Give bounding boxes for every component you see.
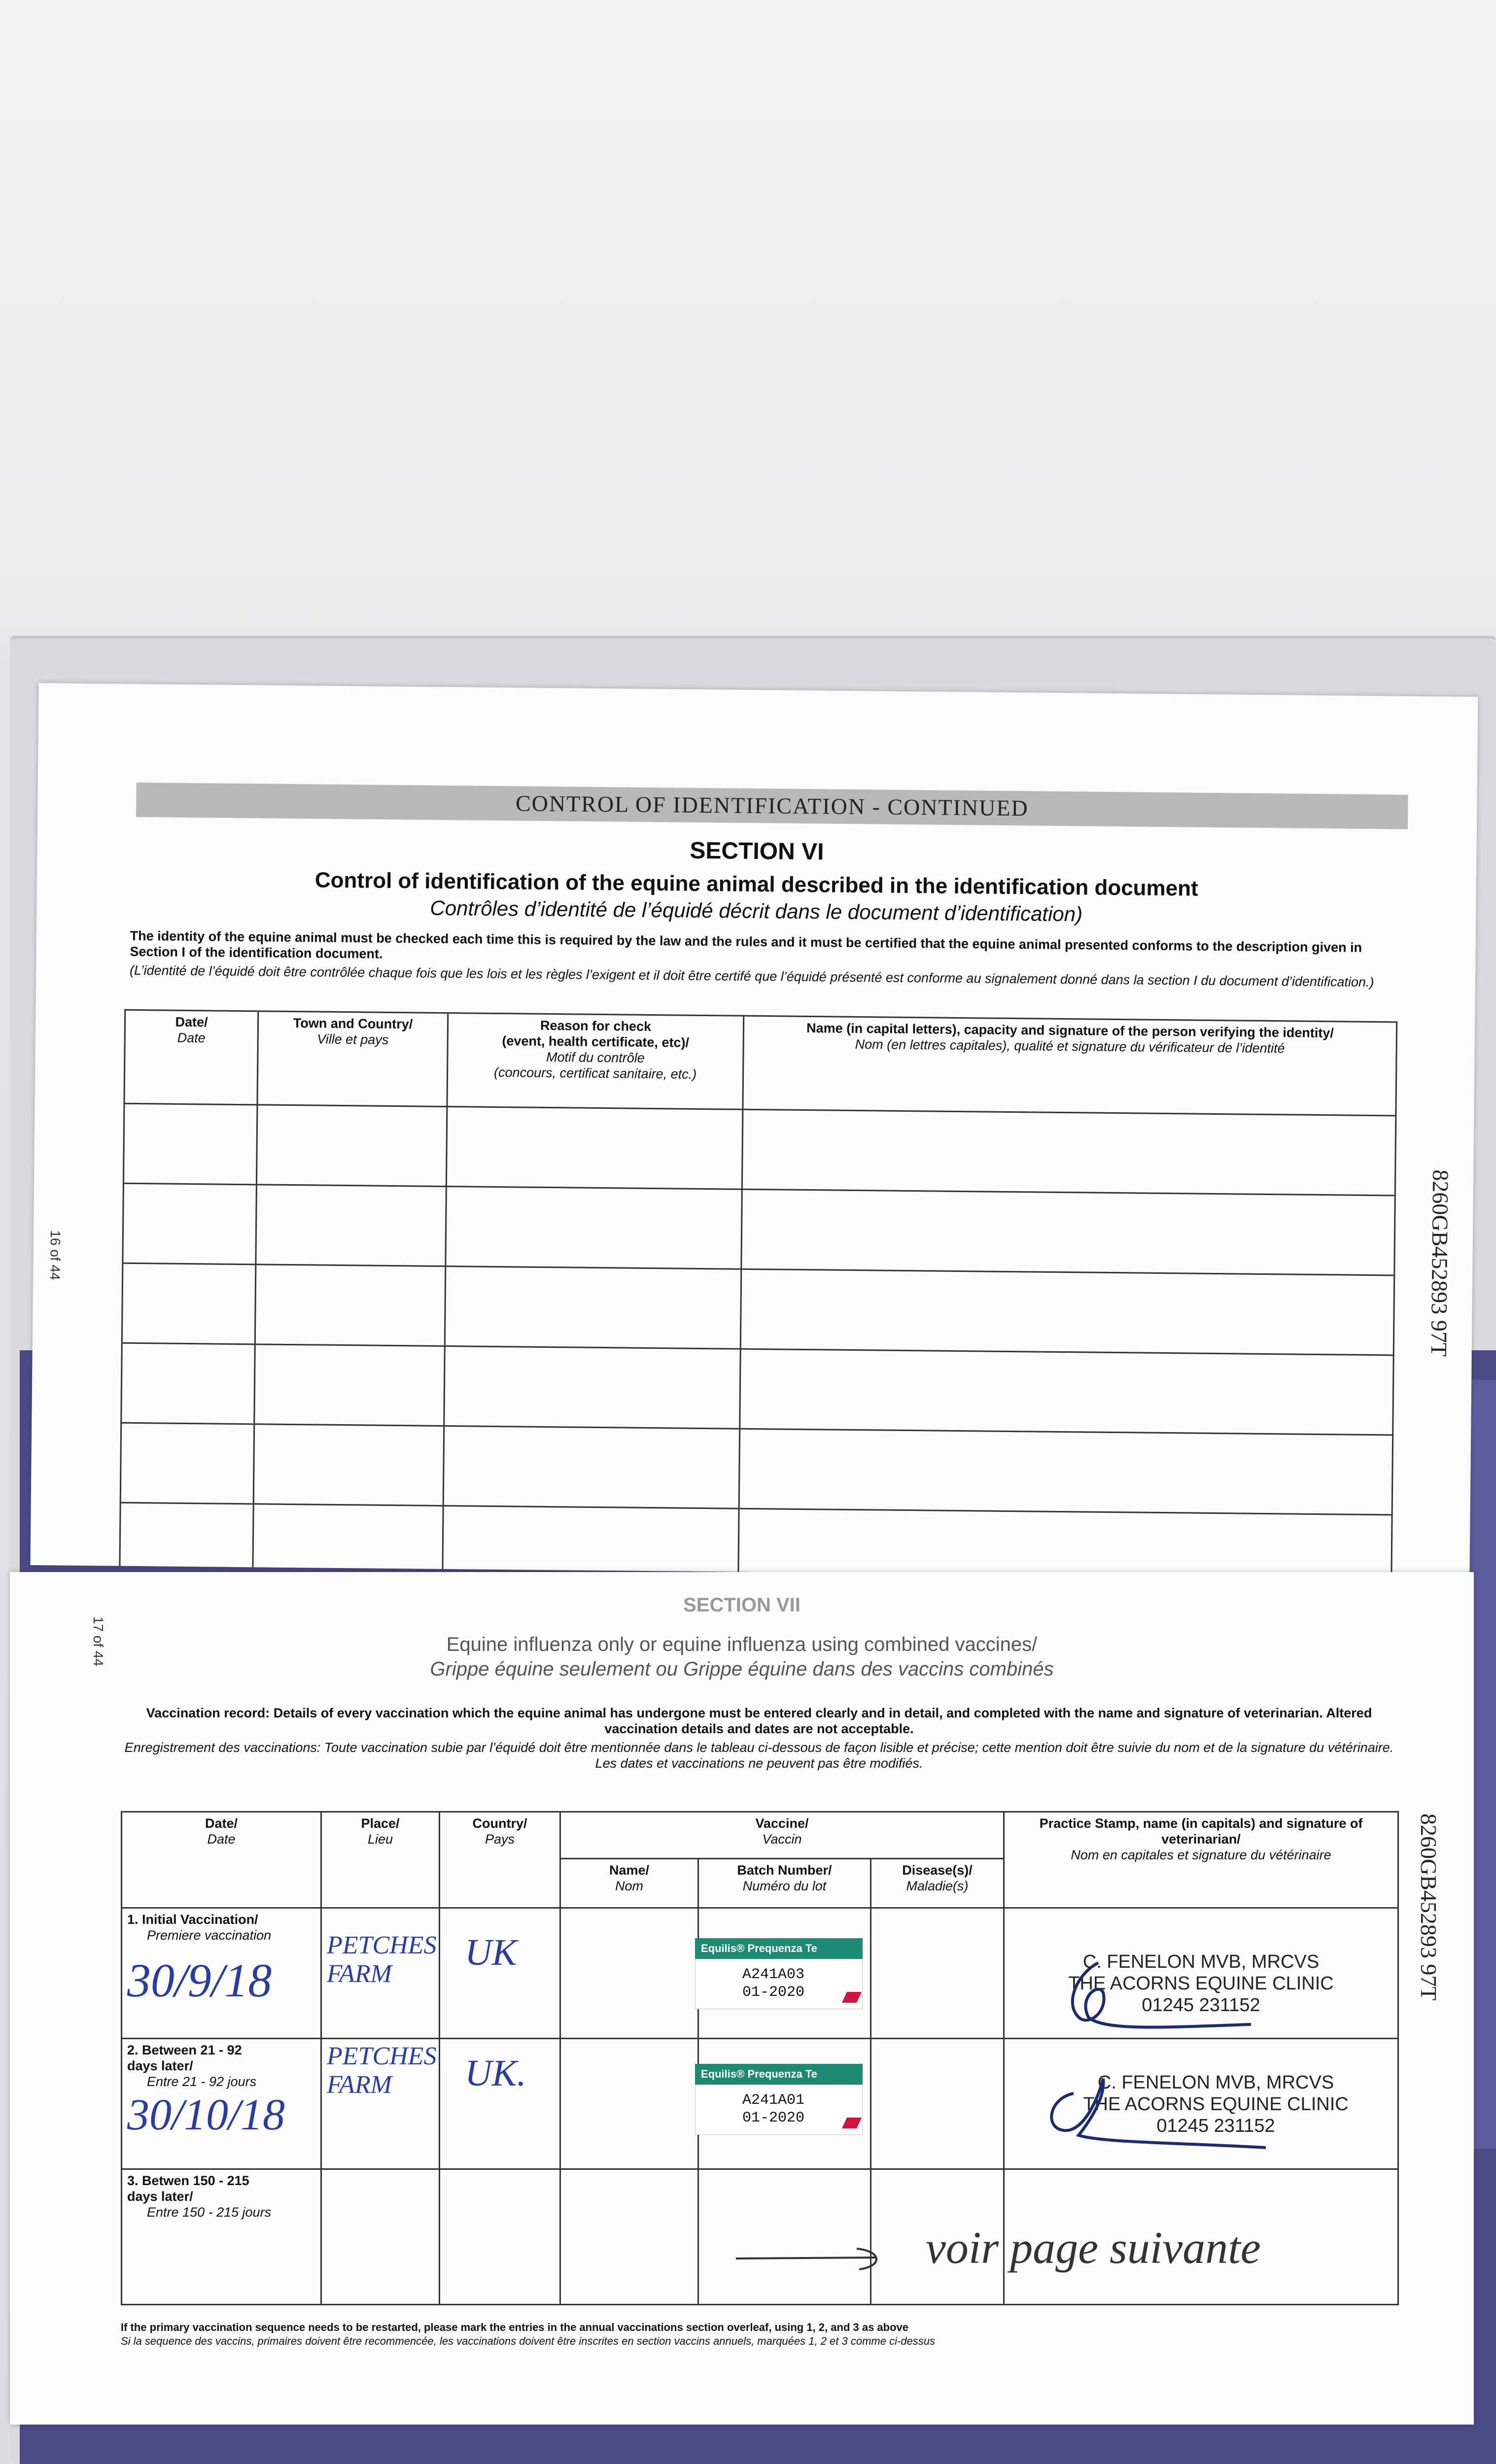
page-16	[30, 683, 1478, 1579]
handwritten-date: 30/10/18	[127, 2090, 285, 2139]
intro-en: The identity of the equine animal must be checked each time this is required by the law and the rules and it must be certified that the equine animal presented conforms to the description given in Section I of the identification document.	[130, 928, 1362, 961]
handwritten-country: UK.	[465, 2053, 526, 2094]
title-fr: Grippe équine seulement ou Grippe équine dans des vaccins combinés	[430, 1658, 1054, 1680]
table-row	[120, 1503, 1392, 1579]
table-row	[122, 2169, 1398, 2305]
table-row	[122, 1908, 1398, 2039]
vaccine-name-cell	[560, 1908, 698, 2039]
stamp-cell	[1004, 1908, 1398, 2039]
header-town: Town and Country/ Ville et pays	[257, 1011, 448, 1107]
label-corner-mark	[842, 1992, 862, 2003]
page-number: 16 of 44	[47, 1230, 64, 1280]
vaccination-table	[121, 1811, 1399, 2305]
arrow-icon	[733, 2244, 886, 2273]
stamp-clinic: THE ACORNS EQUINE CLINIC	[1083, 2094, 1349, 2115]
handwritten-country: UK	[465, 1932, 517, 1973]
handwritten-place: PETCHES FARM	[327, 2042, 437, 2099]
batch-expiry: 01-2020	[742, 1984, 805, 2001]
country-cell	[440, 1908, 560, 2039]
handwritten-note: voir page suivante	[926, 2223, 1261, 2273]
label-corner-mark	[842, 2118, 862, 2128]
batch-cell	[698, 1908, 871, 2039]
vaccine-brand: Equilis® Prequenza Te	[695, 2064, 863, 2085]
page-17	[10, 1572, 1474, 2425]
row-label-fr: Entre 21 - 92 jours	[147, 2074, 257, 2089]
title-fr: Contrôles d’identité de l’équidé décrit dans le document d’identification)	[430, 896, 1083, 926]
passport-number: 8260GB452893 97T	[1426, 1169, 1454, 1357]
vet-signature	[1029, 2069, 1276, 2157]
disease-cell	[871, 1908, 1004, 2039]
section-title: SECTION VI	[690, 837, 824, 865]
handwritten-place: PETCHES FARM	[327, 1931, 437, 1988]
header-reason: Reason for check (event, health certificate, etc)/ Motif du contrôle (concours, certificat sanitaire, etc.)	[447, 1013, 744, 1110]
vaccine-batch-label	[695, 2064, 863, 2135]
header-batch: Batch Number/ Numéro du lot	[698, 1859, 871, 1908]
header-disease: Disease(s)/ Maladie(s)	[871, 1859, 1004, 1908]
intro-en: Vaccination record: Details of every vaccination which the equine animal has undergone must be entered clearly and in detail, and completed with the name and signature of veterinarian. Altered vaccination details and dates are not acceptable.	[146, 1706, 1372, 1736]
footer-en: If the primary vaccination sequence needs to be restarted, please mark the entries in the annual vaccinations section overleaf, using 1, 2, and 3 as above	[121, 2321, 909, 2333]
handwritten-date: 30/9/18	[127, 1954, 272, 2007]
header-stamp: Practice Stamp, name (in capitals) and signature of veterinarian/ Nom en capitales et signature du vétérinaire	[1004, 1812, 1398, 1908]
disease-cell	[871, 2169, 1261, 2305]
identity-check-table	[119, 1009, 1397, 1579]
place-cell	[321, 2039, 440, 2169]
title-en: Equine influenza only or equine influenza using combined vaccines/	[446, 1634, 1038, 1655]
date-cell	[122, 2169, 321, 2305]
table-row	[121, 1343, 1393, 1435]
stamp-vet-name: C. FENELON MVB, MRCVS	[1097, 2072, 1334, 2093]
title-en: Control of identification of the equine animal described in the identification document	[314, 868, 1198, 901]
table-row	[120, 1423, 1392, 1515]
table-row	[122, 1263, 1394, 1355]
batch-cell	[698, 2039, 871, 2169]
row-label-en: 3. Betwen 150 - 215 days later/	[127, 2173, 249, 2204]
batch-cell	[698, 2169, 871, 2305]
vaccine-batch-label	[695, 1938, 863, 2009]
vaccine-name-cell	[560, 2039, 698, 2169]
vaccine-brand: Equilis® Prequenza Te	[695, 1938, 863, 1959]
header-vaccine-name: Name/ Nom	[560, 1859, 698, 1908]
vet-signature	[1044, 1953, 1271, 2037]
stamp-phone: 01245 231152	[1156, 2116, 1275, 2136]
batch-expiry: 01-2020	[742, 2110, 805, 2126]
table-row	[123, 1103, 1395, 1196]
footer-fr: Si la sequence des vaccins, primaires doivent être recommencée, les vaccinations doivent être inscrites en section vaccins annuels, marquées 1, 2 et 3 comme ci-dessus	[121, 2335, 936, 2347]
date-cell	[122, 2039, 321, 2169]
stamp-clinic: THE ACORNS EQUINE CLINIC	[1068, 1973, 1334, 1994]
date-cell	[122, 1908, 321, 2039]
row-label-en: 2. Between 21 - 92 days later/	[127, 2043, 242, 2073]
header-country: Country/ Pays	[440, 1812, 560, 1908]
row-label-fr: Premiere vaccination	[147, 1928, 272, 1943]
batch-number: A241A03	[742, 1966, 805, 1983]
passport-number: 8260GB452893 97T	[1416, 1814, 1441, 2001]
stamp-cell	[1004, 2039, 1398, 2169]
header-verifier: Name (in capital letters), capacity and signature of the person verifying the identity/ Nom (en lettres capitales), qualité et signature du vérificateur de l’identité	[743, 1016, 1397, 1116]
disease-cell	[871, 2039, 1004, 2169]
header-place: Place/ Lieu	[321, 1812, 440, 1908]
table-row	[123, 1183, 1395, 1275]
place-cell	[321, 1908, 440, 2039]
intro-fr: (L’identité de l’équidé doit être contrôlée chaque fois que les lois et les règles l’exigent et il doit être certifé que l’équidé présenté est conforme au signalement donné dans la section I du document d’identification.)	[129, 962, 1374, 990]
row-label-en: 1. Initial Vaccination/	[127, 1912, 258, 1927]
page-number: 17 of 44	[91, 1616, 106, 1667]
table-row	[122, 2039, 1398, 2169]
stamp-phone: 01245 231152	[1142, 1995, 1260, 2016]
section-title: SECTION VII	[683, 1594, 800, 1616]
intro-fr: Enregistrement des vaccinations: Toute vaccination subie par l’équidé doit être mentionnée dans le tableau ci-dessous de façon lisible et précise; cette mention doit être suivie du nom et de la signature du vétérinaire. Les dates et vaccinations ne peuvent pas être modifiés.	[124, 1740, 1394, 1771]
stamp-vet-name: C. FENELON MVB, MRCVS	[1082, 1951, 1320, 1972]
row-label-fr: Entre 150 - 215 jours	[147, 2205, 272, 2220]
batch-number: A241A01	[742, 2092, 805, 2109]
banner: CONTROL OF IDENTIFICATION - CONTINUED	[136, 783, 1408, 829]
header-vaccine: Vaccine/ Vaccin	[560, 1812, 1004, 1859]
country-cell	[440, 2039, 560, 2169]
header-date: Date/ Date	[124, 1010, 258, 1105]
header-date: Date/ Date	[122, 1812, 321, 1908]
